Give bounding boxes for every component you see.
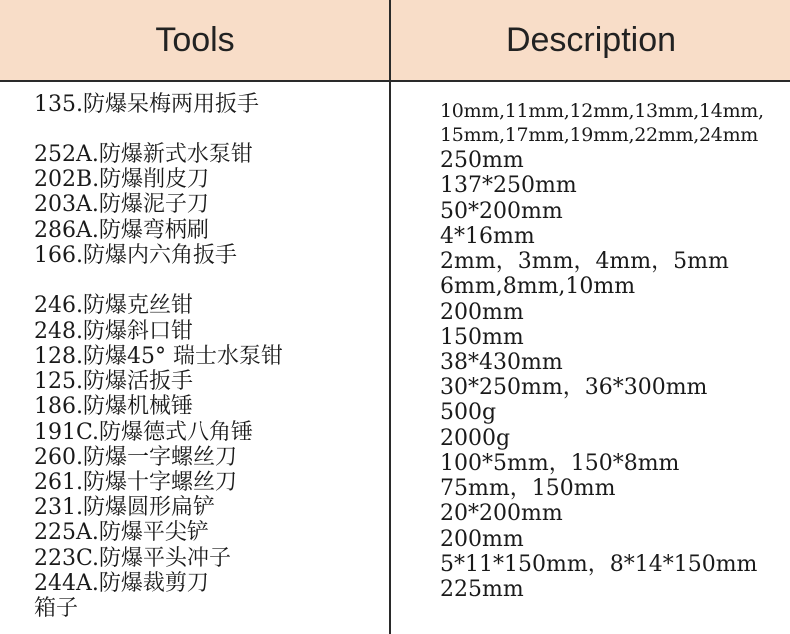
description-item: 200mm — [440, 527, 524, 552]
description-item: 100*5mm，150*8mm — [440, 451, 680, 476]
tool-item: 248.防爆斜口钳 — [34, 319, 193, 344]
description-item: 6mm,8mm,10mm — [440, 274, 636, 299]
description-column-header: Description — [505, 20, 677, 59]
tool-item: 261.防爆十字螺丝刀 — [34, 470, 237, 495]
description-item: 75mm，150mm — [440, 476, 616, 501]
tool-item: 286A.防爆弯柄刷 — [34, 218, 209, 243]
tool-item: 246.防爆克丝钳 — [34, 293, 193, 318]
tool-item: 135.防爆呆梅两用扳手 — [34, 92, 259, 117]
description-item: 20*200mm — [440, 501, 563, 526]
description-item: 150mm — [440, 325, 524, 350]
description-item: 38*430mm — [440, 350, 563, 375]
description-item: 5*11*150mm，8*14*150mm — [440, 552, 758, 577]
description-item: 500g — [440, 400, 497, 425]
table-header — [0, 0, 790, 82]
description-item: 2000g — [440, 426, 511, 451]
tool-item: 244A.防爆裁剪刀 — [34, 571, 209, 596]
description-item: 10mm,11mm,12mm,13mm,14mm, — [440, 100, 764, 122]
tool-item: 186.防爆机械锤 — [34, 394, 193, 419]
tool-item: 125.防爆活扳手 — [34, 369, 193, 394]
column-divider — [389, 0, 391, 634]
tool-item: 260.防爆一字螺丝刀 — [34, 445, 237, 470]
tool-item: 203A.防爆泥子刀 — [34, 192, 209, 217]
description-item: 225mm — [440, 577, 524, 602]
tool-item: 225A.防爆平尖铲 — [34, 520, 209, 545]
tool-item: 191C.防爆德式八角锤 — [34, 420, 254, 445]
description-item: 15mm,17mm,19mm,22mm,24mm — [440, 124, 759, 146]
tool-item: 231.防爆圆形扁铲 — [34, 495, 215, 520]
tool-item: 202B.防爆削皮刀 — [34, 167, 210, 192]
tool-item: 252A.防爆新式水泵钳 — [34, 142, 253, 167]
description-item: 137*250mm — [440, 173, 577, 198]
description-item: 250mm — [440, 148, 524, 173]
description-item: 50*200mm — [440, 199, 563, 224]
tool-item: 166.防爆内六角扳手 — [34, 243, 237, 268]
description-item: 30*250mm，36*300mm — [440, 375, 708, 400]
tools-column-header: Tools — [155, 20, 235, 59]
tool-item: 223C.防爆平头冲子 — [34, 546, 232, 571]
tool-item: 箱子 — [34, 596, 79, 621]
description-item: 4*16mm — [440, 224, 535, 249]
description-item: 2mm，3mm，4mm，5mm — [440, 249, 729, 274]
tool-item: 128.防爆45° 瑞士水泵钳 — [34, 344, 283, 369]
description-item: 200mm — [440, 300, 524, 325]
